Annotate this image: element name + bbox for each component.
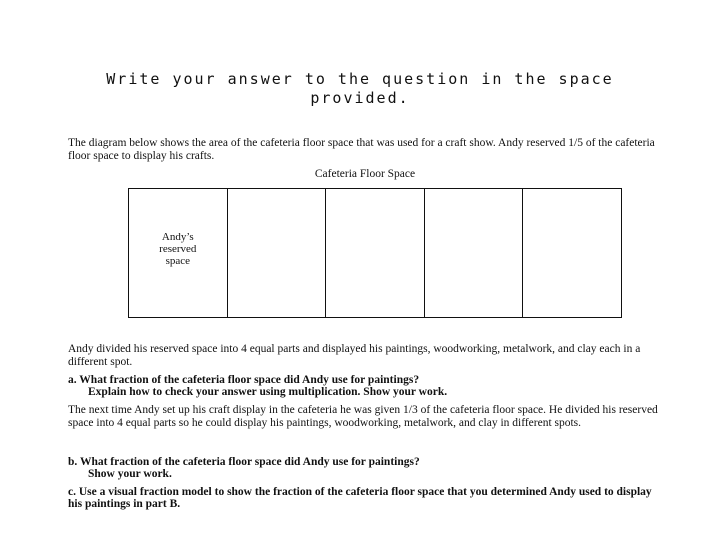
intro-paragraph: The diagram below shows the area of the cafeteria floor space that was used for a craft show. Andy reserved 1/5 of the cafeteria floor space to display his crafts. (68, 137, 655, 162)
question-a (68, 374, 668, 398)
question-a-line-2: Explain how to check your answer using multiplication. Show your work. (88, 386, 448, 398)
floor-section-2 (228, 189, 327, 317)
floor-section-1 (129, 189, 228, 317)
question-c: c. Use a visual fraction model to show the fraction of the cafeteria floor space that you determined Andy used to display his paintings in part B. (68, 486, 652, 510)
cafeteria-floor-diagram (128, 188, 622, 318)
context-paragraph-a: Andy divided his reserved space into 4 equal parts and displayed his paintings, woodworking, metalwork, and clay each in a different spot. (68, 343, 641, 368)
question-a-line-1: a. What fraction of the cafeteria floor space did Andy use for paintings? (68, 374, 420, 386)
question-b-line-1: b. What fraction of the cafeteria floor space did Andy use for paintings? (68, 456, 420, 468)
floor-section-3 (326, 189, 425, 317)
floor-section-5 (523, 189, 621, 317)
floor-section-4 (425, 189, 524, 317)
question-b (68, 456, 668, 480)
question-b-line-2: Show your work. (88, 468, 172, 480)
worksheet-title: Write your answer to the question in the space provided. (106, 70, 614, 107)
andys-reserved-space-label: Andy’s reserved space (159, 231, 197, 267)
diagram-caption: Cafeteria Floor Space (314, 168, 416, 180)
context-paragraph-b: The next time Andy set up his craft display in the cafeteria he was given 1/3 of the cafeteria floor space. He divided his reserved space into 4 equal parts so he could display his paintings, woodworking, metalwork, and clay in different spots. (68, 404, 658, 429)
